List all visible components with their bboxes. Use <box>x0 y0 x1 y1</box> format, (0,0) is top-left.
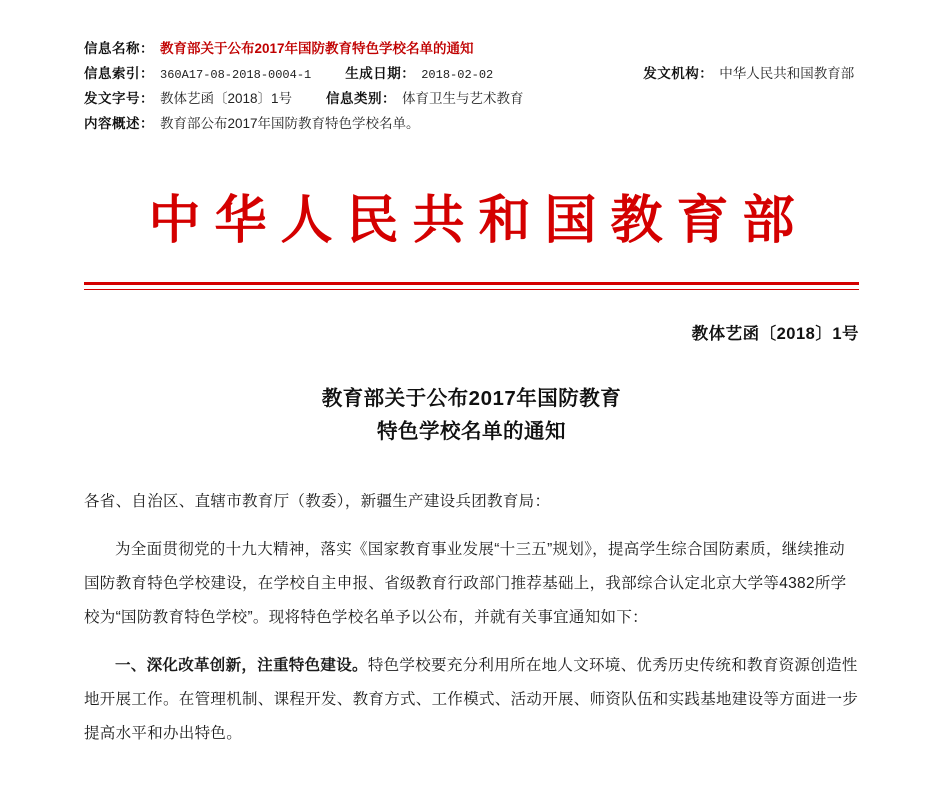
document-number: 教体艺函〔2018〕1号 <box>691 325 859 343</box>
metadata-label-name: 信息名称： <box>84 41 154 56</box>
metadata-label-agency: 发文机构： <box>643 66 714 81</box>
masthead-rule-thin <box>84 289 859 290</box>
masthead-title: 中华人民共和国教育部 <box>148 190 809 251</box>
metadata-label-summary: 内容概述： <box>84 116 154 131</box>
metadata-value-name: 教育部关于公布2017年国防教育特色学校名单的通知 <box>160 41 474 56</box>
document-body <box>84 485 859 765</box>
metadata-label-category: 信息类别： <box>326 91 397 106</box>
metadata-row-docnumber <box>84 86 874 111</box>
document-title <box>0 382 943 448</box>
document-section-1 <box>84 649 859 751</box>
document-section-1-heading: 深化改革创新，注重特色建设。 <box>146 657 368 674</box>
masthead-rule-thick <box>84 282 859 285</box>
document-salutation: 各省、自治区、直辖市教育厅（教委），新疆生产建设兵团教育局： <box>84 493 551 510</box>
metadata-row-summary <box>84 111 874 136</box>
document-paragraph-1: 为全面贯彻党的十九大精神，落实《国家教育事业发展“十三五”规划》，提高学生综合国防素质，继续推动国防教育特色学校建设，在学校自主申报、省级教育行政部门推荐基础上，我部综合认定北京大学等4382所学校为“国防教育特色学校”。现将特色学校名单予以公布，并就有关事宜通知如下： <box>84 541 847 626</box>
metadata-label-index: 信息索引： <box>84 66 154 81</box>
metadata-value-index: 360A17-08-2018-0004-1 <box>160 68 312 82</box>
metadata-row-name <box>84 36 874 61</box>
document-section-1-marker: 一、 <box>115 657 147 674</box>
document-metadata <box>84 36 874 136</box>
document-section-1-text: 特色学校要充分利用所在地人文环境、优秀历史传统和教育资源创造性地开展工作。在管理机制、课程开发、教育方式、工作模式、活动开展、师资队伍和实践基地建设等方面进一步提高水平和办出特色。 <box>84 657 859 742</box>
document-title-line-1: 教育部关于公布2017年国防教育 <box>321 387 622 410</box>
metadata-value-date: 2018-02-02 <box>421 68 494 82</box>
metadata-row-index <box>84 61 874 86</box>
metadata-value-summary: 教育部公布2017年国防教育特色学校名单。 <box>160 116 420 131</box>
metadata-value-category: 体育卫生与艺术教育 <box>402 91 524 106</box>
metadata-value-agency: 中华人民共和国教育部 <box>719 66 855 81</box>
metadata-label-date: 生成日期： <box>345 66 416 81</box>
document-title-line-2: 特色学校名单的通知 <box>377 420 566 443</box>
masthead <box>0 186 943 256</box>
metadata-value-docnumber: 教体艺函〔2018〕1号 <box>160 91 293 106</box>
metadata-label-docnumber: 发文字号： <box>84 91 154 106</box>
